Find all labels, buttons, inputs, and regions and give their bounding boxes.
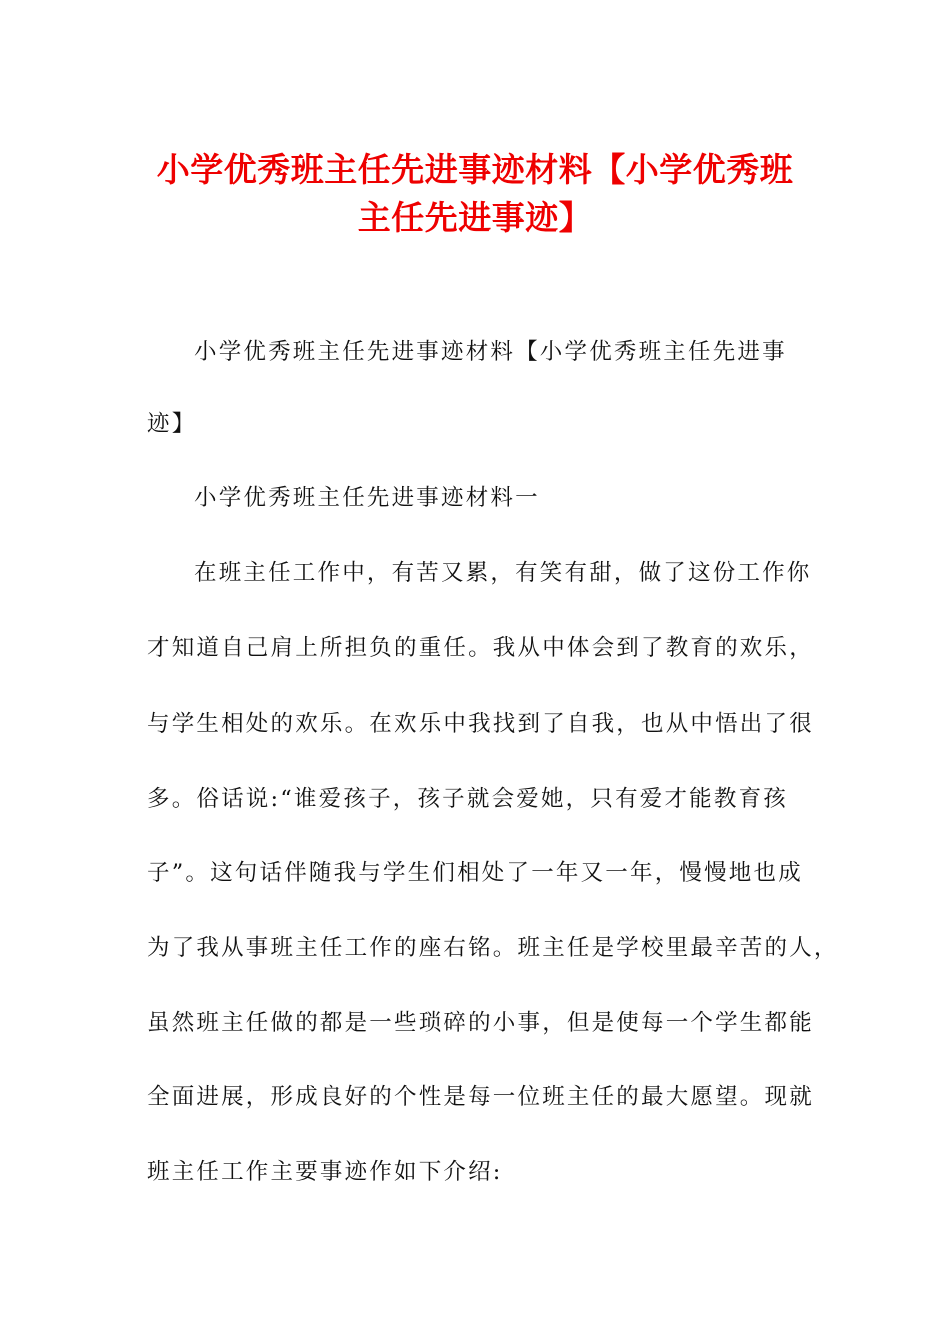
document-title-line-1: 小学优秀班主任先进事迹材料【小学优秀班 [156, 150, 794, 189]
paragraph-line: 在班主任工作中，有苦又累，有笑有甜，做了这份工作你 [194, 560, 812, 586]
document-title-line-2: 主任先进事迹】 [357, 198, 593, 237]
paragraph-line: 班主任工作主要事迹作如下介绍: [147, 1159, 503, 1185]
paragraph-line: 多。俗话说:“谁爱孩子，孩子就会爱她，只有爱才能教育孩 [147, 786, 788, 812]
intro-line-1: 小学优秀班主任先进事迹材料【小学优秀班主任先进事 [194, 339, 787, 365]
paragraph-line: 才知道自己肩上所担负的重任。我从中体会到了教育的欢乐， [147, 635, 814, 661]
section-heading: 小学优秀班主任先进事迹材料一 [194, 485, 540, 511]
paragraph-line: 子”。这句话伴随我与学生们相处了一年又一年，慢慢地也成 [147, 860, 803, 886]
paragraph-line: 虽然班主任做的都是一些琐碎的小事，但是使每一个学生都能 [147, 1010, 814, 1036]
paragraph-line: 与学生相处的欢乐。在欢乐中我找到了自我，也从中悟出了很 [147, 711, 814, 737]
intro-line-2: 迹】 [147, 411, 197, 437]
paragraph-line: 全面进展，形成良好的个性是每一位班主任的最大愿望。现就 [147, 1084, 814, 1110]
paragraph-line: 为了我从事班主任工作的座右铭。班主任是学校里最辛苦的人， [147, 935, 839, 961]
